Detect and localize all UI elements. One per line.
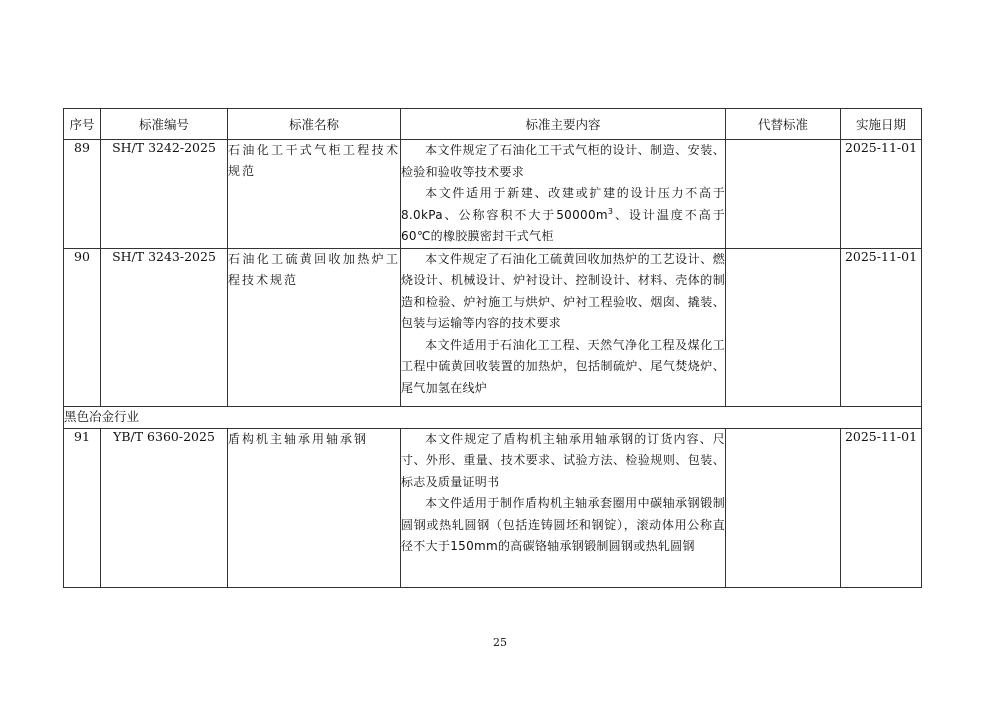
- row-replace: [726, 428, 841, 587]
- content-paragraph: 本文件规定了盾构机主轴承用轴承钢的订货内容、尺寸、外形、重量、技术要求、试验方法、检验规则、包装、标志及质量证明书: [401, 431, 725, 489]
- row-replace: [726, 140, 841, 249]
- row-name: 盾构机主轴承用轴承钢: [228, 428, 401, 587]
- header-code: 标准编号: [101, 109, 228, 140]
- row-code: SH/T 3242-2025: [101, 140, 228, 249]
- row-date: 2025-11-01: [841, 140, 922, 249]
- header-seq: 序号: [64, 109, 101, 140]
- table-row: [64, 248, 922, 406]
- row-date: 2025-11-01: [841, 428, 922, 587]
- row-name: 石油化工干式气柜工程技术规范: [228, 140, 401, 249]
- superscript: 3: [607, 206, 614, 216]
- standards-table: [63, 108, 922, 588]
- content-paragraph: 本文件适用于制作盾构机主轴承套圈用中碳轴承钢锻制圆钢或热轧圆钢（包括连铸圆坯和钢锭），滚动体用公称直径不大于150mm的高碳铬轴承钢锻制圆钢或热轧圆钢: [401, 496, 725, 553]
- header-content: 标准主要内容: [401, 109, 726, 140]
- content-paragraph: 本文件规定了石油化工干式气柜的设计、制造、安装、检验和验收等技术要求: [401, 143, 725, 179]
- content-paragraph: 本文件适用于石油化工工程、天然气净化工程及煤化工工程中硫黄回收装置的加热炉，包括制硫炉、尾气焚烧炉、尾气加氢在线炉: [401, 337, 725, 395]
- page-number: 25: [493, 636, 507, 649]
- row-replace: [726, 248, 841, 406]
- row-name: 石油化工硫黄回收加热炉工程技术规范: [228, 248, 401, 406]
- row-code: SH/T 3243-2025: [101, 248, 228, 406]
- row-seq: 89: [64, 140, 101, 249]
- table-row: [64, 140, 922, 249]
- row-seq: 90: [64, 248, 101, 406]
- row-content: [401, 428, 726, 587]
- category-row: [64, 406, 922, 428]
- category-label: 黑色冶金行业: [64, 406, 922, 428]
- row-seq: 91: [64, 428, 101, 587]
- content-paragraph: [401, 183, 725, 248]
- table-row: [64, 428, 922, 587]
- content-paragraph: 本文件规定了石油化工硫黄回收加热炉的工艺设计、燃烧设计、机械设计、炉衬设计、控制设计、材料、壳体的制造和检验、炉衬施工与烘炉、炉衬工程验收、烟囱、撬装、包装与运输等内容的技术要求: [401, 251, 725, 330]
- header-date: 实施日期: [841, 109, 922, 140]
- header-name: 标准名称: [228, 109, 401, 140]
- content-text: 、设计温度不高于60℃的橡胶膜密封干式气柜: [401, 207, 725, 243]
- row-content: [401, 248, 726, 406]
- header-replace: 代替标准: [726, 109, 841, 140]
- row-date: 2025-11-01: [841, 248, 922, 406]
- row-content: [401, 140, 726, 249]
- row-code: YB/T 6360-2025: [101, 428, 228, 587]
- content-text: 本文件适用于新建、改建或扩建的设计压力不高于8.0kPa、公称容积不大于50000m: [401, 186, 725, 222]
- table-header-row: [64, 109, 922, 140]
